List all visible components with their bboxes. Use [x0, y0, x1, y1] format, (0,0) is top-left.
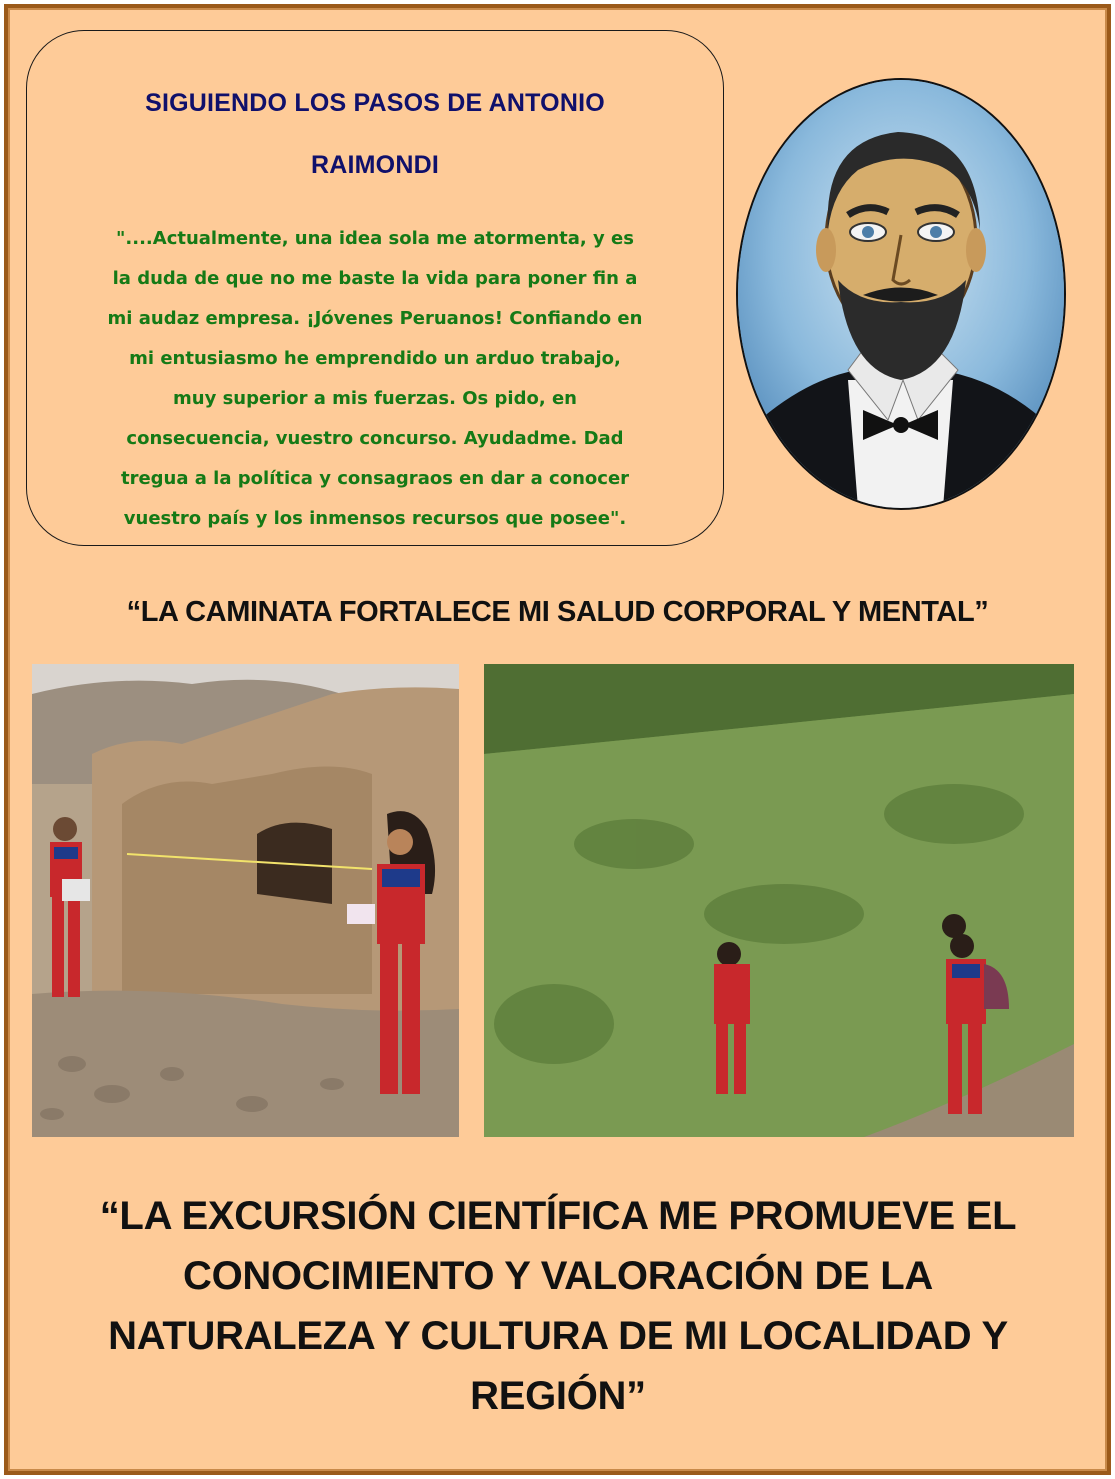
slogan-line: “LA EXCURSIÓN CIENTÍFICA ME PROMUEVE EL	[99, 1194, 1017, 1238]
quote-line: mi audaz empresa. ¡Jóvenes Peruanos! Confiando en	[107, 308, 643, 329]
hillside-walk-photo	[484, 664, 1074, 1137]
ruins-measurement-photo	[32, 664, 459, 1137]
slogan-line: NATURALEZA Y CULTURA DE MI LOCALIDAD Y	[108, 1314, 1008, 1358]
quote-line: muy superior a mis fuerzas. Os pido, en	[173, 388, 577, 409]
raimondi-quote	[49, 219, 701, 539]
raimondi-portrait-image	[736, 78, 1066, 510]
excursion-slogan	[48, 1186, 1068, 1426]
quote-line: "....Actualmente, una idea sola me atormenta, y es	[116, 228, 634, 249]
title-line-2: RAIMONDI	[311, 151, 439, 179]
quote-box	[26, 30, 724, 546]
poster-page	[4, 4, 1111, 1475]
slogan-line: REGIÓN”	[470, 1374, 646, 1418]
title-line-1: SIGUIENDO LOS PASOS DE ANTONIO	[145, 89, 605, 117]
slogan-line: CONOCIMIENTO Y VALORACIÓN DE LA	[182, 1254, 934, 1298]
quote-line: consecuencia, vuestro concurso. Ayudadme. Dad	[126, 428, 624, 449]
quote-line: tregua a la política y consagraos en dar a conocer	[120, 468, 630, 489]
quote-line: la duda de que no me baste la vida para poner fin a	[112, 268, 638, 289]
quote-line: mi entusiasmo he emprendido un arduo trabajo,	[129, 348, 621, 369]
walking-slogan: “LA CAMINATA FORTALECE MI SALUD CORPORAL Y MENTAL”	[126, 596, 989, 628]
quote-line: vuestro país y los inmensos recursos que posee".	[123, 508, 627, 529]
